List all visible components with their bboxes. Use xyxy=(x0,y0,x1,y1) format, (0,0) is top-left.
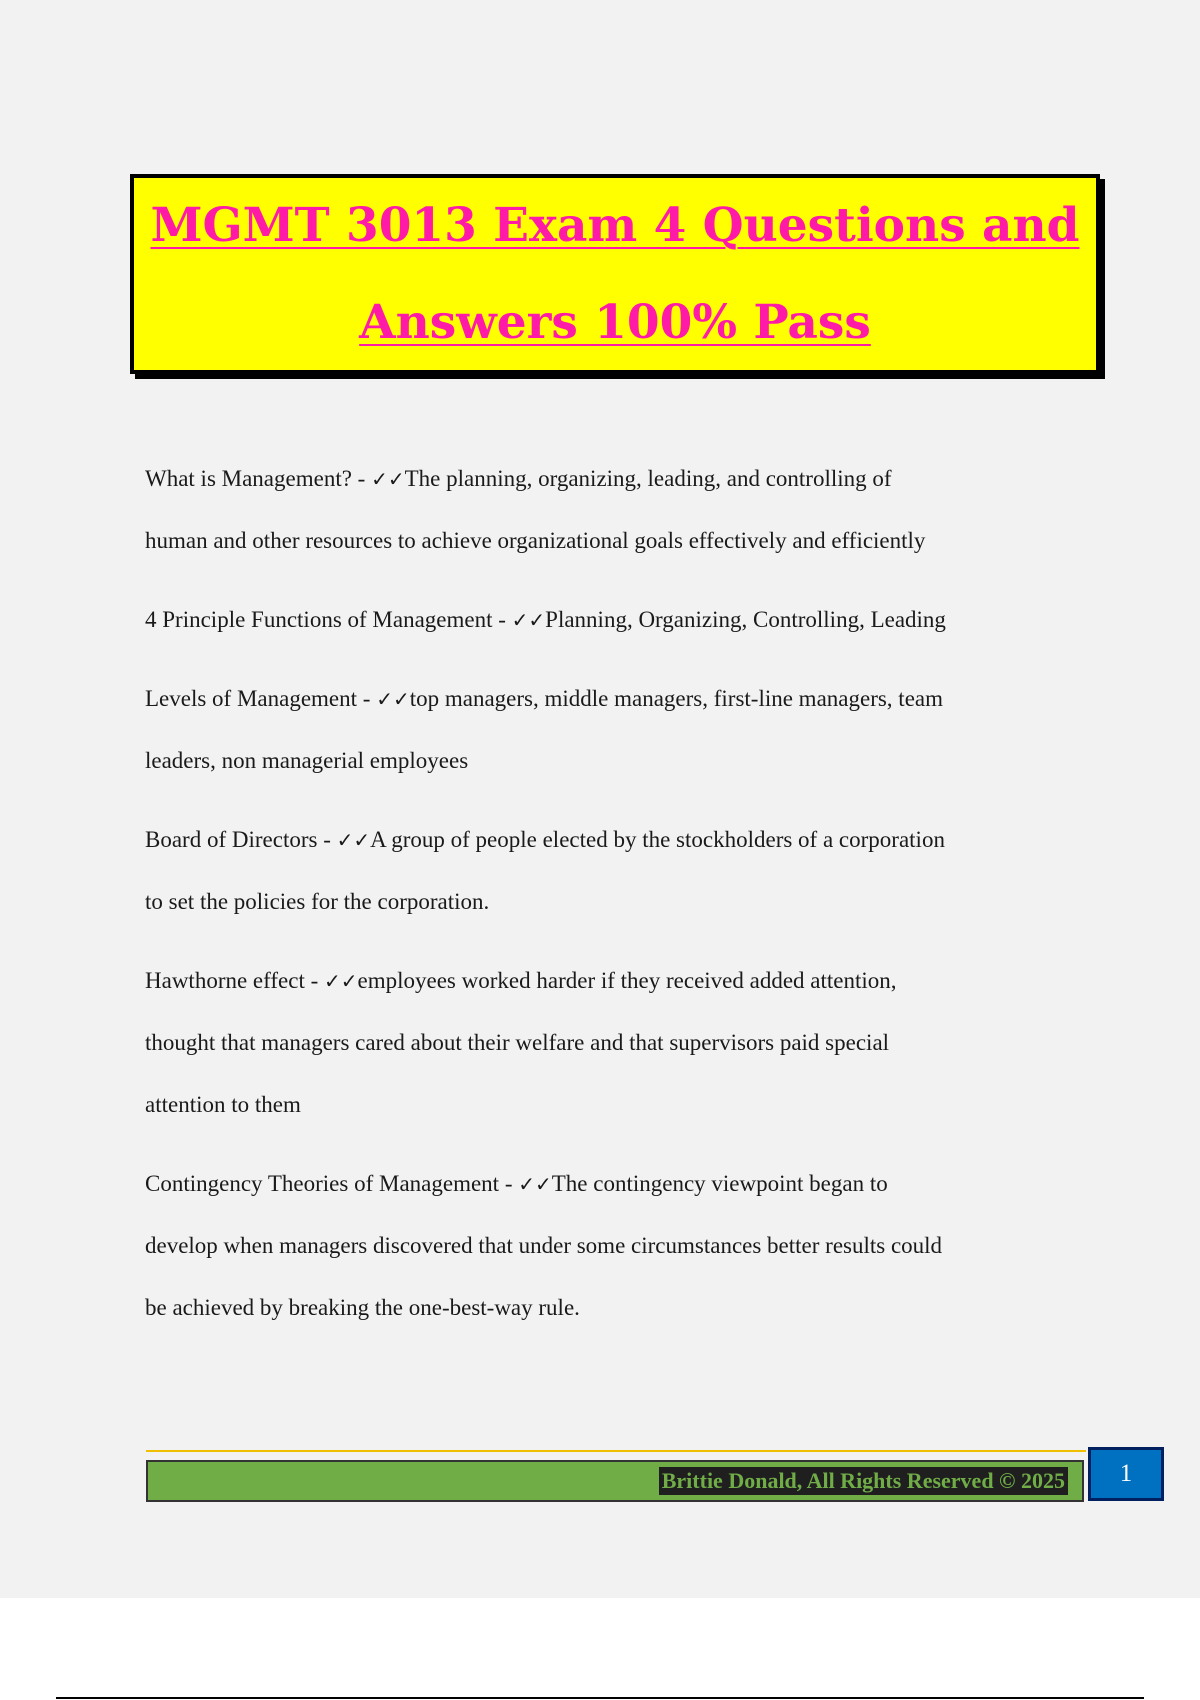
qa-answer-line: Planning, Organizing, Controlling, Leading xyxy=(545,607,946,632)
qa-term: 4 Principle Functions of Management - xyxy=(145,607,512,632)
check-mark-icon: ✓✓ xyxy=(511,608,546,632)
title-line-2: Answers 100% Pass xyxy=(359,295,871,350)
qa-answer-line: develop when managers discovered that under some circumstances better results could xyxy=(145,1233,943,1258)
footer-divider xyxy=(146,1450,1086,1452)
qa-answer-line: The planning, organizing, leading, and controlling of xyxy=(404,466,892,491)
qa-term: Contingency Theories of Management - xyxy=(145,1171,519,1196)
check-mark-icon: ✓✓ xyxy=(324,969,358,993)
qa-item-what-is-management xyxy=(145,448,1090,572)
title-line-1: MGMT 3013 Exam 4 Questions and xyxy=(150,198,1080,253)
qa-answer-line: employees worked harder if they received added attention, xyxy=(357,968,897,993)
qa-term: Levels of Management - xyxy=(145,686,377,711)
qa-item-contingency-theories xyxy=(145,1153,1090,1339)
qa-item-levels-of-management xyxy=(145,668,1090,792)
footer-bar xyxy=(146,1460,1084,1502)
title-banner xyxy=(130,174,1100,374)
qa-term: Hawthorne effect - xyxy=(145,968,325,993)
qa-answer-line: top managers, middle managers, first-line managers, team xyxy=(409,686,944,711)
qa-item-board-of-directors xyxy=(145,809,1090,933)
qa-answer-line: to set the policies for the corporation. xyxy=(145,889,490,914)
qa-answer-line: leaders, non managerial employees xyxy=(145,748,469,773)
qa-answer-line: attention to them xyxy=(145,1092,301,1117)
check-mark-icon: ✓✓ xyxy=(336,828,371,852)
qa-answer-line: thought that managers cared about their welfare and that supervisors paid special xyxy=(145,1030,890,1055)
qa-answer-line: A group of people elected by the stockholders of a corporation xyxy=(370,827,945,852)
qa-item-principle-functions xyxy=(145,589,1090,651)
copyright-notice: Brittie Donald, All Rights Reserved © 2025 xyxy=(659,1467,1068,1495)
qa-answer-line: The contingency viewpoint began to xyxy=(551,1171,888,1196)
qa-term: Board of Directors - xyxy=(145,827,337,852)
page-bottom-divider xyxy=(56,1697,1144,1699)
check-mark-icon: ✓✓ xyxy=(376,687,410,711)
qa-item-hawthorne-effect xyxy=(145,950,1090,1136)
qa-answer-line: be achieved by breaking the one-best-way rule. xyxy=(145,1295,580,1320)
check-mark-icon: ✓✓ xyxy=(371,467,405,491)
check-mark-icon: ✓✓ xyxy=(518,1172,552,1196)
qa-answer-line: human and other resources to achieve organizational goals effectively and efficiently xyxy=(145,528,926,553)
qa-term: What is Management? - xyxy=(145,466,372,491)
page-number: 1 xyxy=(1088,1447,1164,1501)
qa-list xyxy=(145,448,1090,1356)
